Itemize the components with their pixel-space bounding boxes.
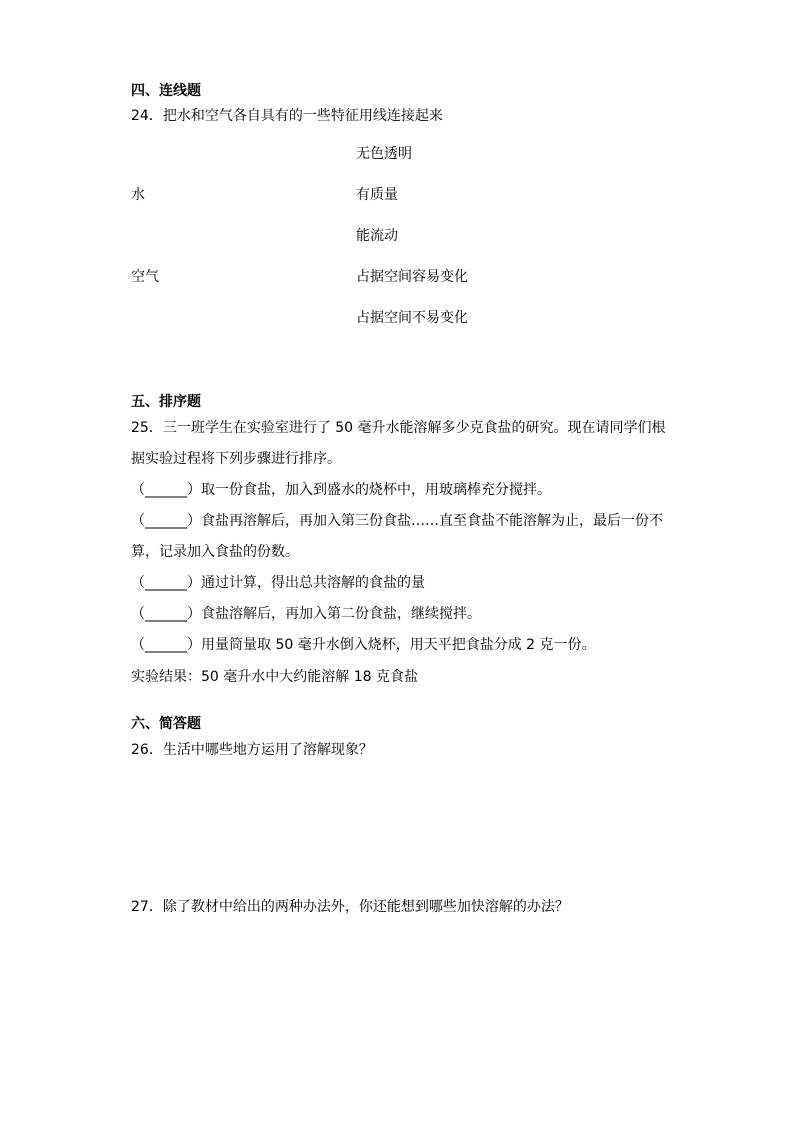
sort-step-text: 通过计算，得出总共溶解的食盐的量	[201, 575, 425, 591]
match-right-item-3: 能流动	[356, 228, 398, 244]
match-left-item-water: 水	[131, 187, 145, 203]
sort-step-text: 食盐再溶解后，再加入第三份食盐……直至食盐不能溶解为止，最后一份不	[201, 513, 663, 529]
question-27-number: 27．	[131, 899, 163, 915]
sort-step-text: 取一份食盐，加入到盛水的烧杯中，用玻璃棒充分搅拌。	[201, 482, 551, 498]
sort-answer-blank[interactable]: （______）	[131, 513, 201, 529]
sort-step-5	[131, 635, 596, 655]
match-right-item-2: 有质量	[356, 187, 398, 203]
sort-answer-blank[interactable]: （______）	[131, 575, 201, 591]
question-25-number: 25．	[131, 420, 163, 436]
match-right-item-5: 占据空间不易变化	[356, 310, 468, 326]
section-4-heading: 四、连线题	[131, 83, 201, 99]
question-24-text: 把水和空气各自具有的一些特征用线连接起来	[162, 108, 443, 124]
sort-answer-blank[interactable]: （______）	[131, 637, 201, 653]
question-26-text: 生活中哪些地方运用了溶解现象？	[162, 742, 373, 758]
match-right-item-4: 占据空间容易变化	[356, 269, 468, 285]
match-right-item-1: 无色透明	[356, 146, 412, 162]
question-25-line-1	[131, 418, 666, 438]
question-27	[131, 897, 569, 917]
sort-step-2	[131, 511, 663, 531]
sort-step-text: 用量筒量取 50 毫升水倒入烧杯，用天平把食盐分成 2 克一份。	[201, 637, 596, 653]
sort-answer-blank[interactable]: （______）	[131, 482, 201, 498]
sort-step-3	[131, 573, 425, 593]
experiment-result: 实验结果：50 毫升水中大约能溶解 18 克食盐	[131, 669, 418, 685]
question-26	[131, 740, 373, 760]
sort-step-4	[131, 604, 481, 624]
sort-answer-blank[interactable]: （______）	[131, 606, 201, 622]
question-26-number: 26．	[131, 742, 163, 758]
sort-step-2-continuation: 算，记录加入食盐的份数。	[131, 544, 299, 560]
sort-step-1	[131, 480, 551, 500]
section-5-heading: 五、排序题	[131, 394, 201, 410]
question-27-text: 除了教材中给出的两种办法外，你还能想到哪些加快溶解的办法？	[162, 899, 569, 915]
question-24	[131, 106, 443, 126]
section-6-heading: 六、简答题	[131, 716, 201, 732]
question-25-text-1: 三一班学生在实验室进行了 50 毫升水能溶解多少克食盐的研究。现在请同学们根	[162, 420, 666, 436]
question-25-line-2: 据实验过程将下列步骤进行排序。	[131, 451, 341, 467]
sort-step-text: 食盐溶解后，再加入第二份食盐，继续搅拌。	[201, 606, 481, 622]
question-24-number: 24．	[131, 108, 163, 124]
match-left-item-air: 空气	[131, 269, 159, 285]
